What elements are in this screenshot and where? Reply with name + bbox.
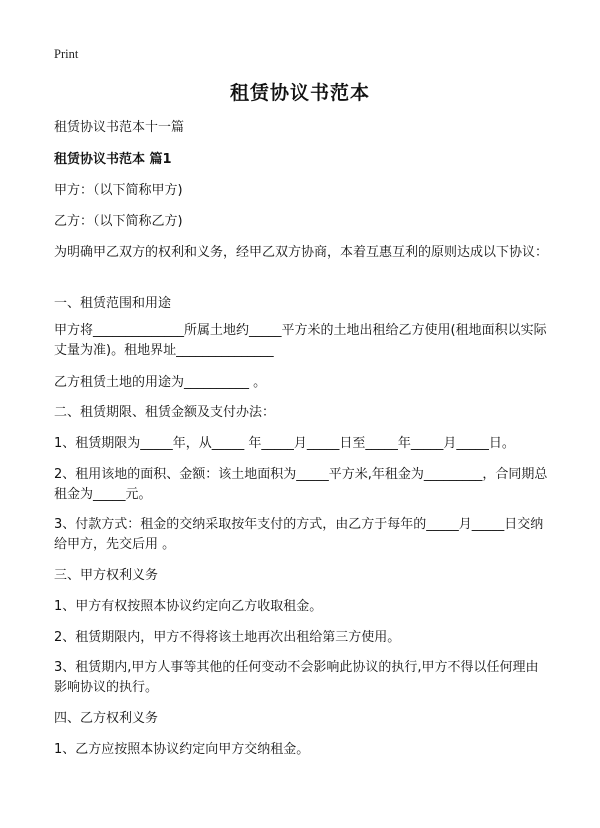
print-link[interactable]: Print xyxy=(54,47,79,61)
document-title: 租赁协议书范本 xyxy=(229,82,370,104)
paragraph-term: 1、租赁期限为_____年，从_____ 年_____月_____日至_____年_____月_____日。 xyxy=(54,436,515,451)
section-title: 租赁协议书范本 篇1 xyxy=(54,152,172,167)
paragraph-area-amount: 2、租用该地的面积、金额：该土地面积为_____平方米,年租金为_________，合同期总租金为_____元。 xyxy=(54,467,548,502)
paragraph-b-right-1: 1、乙方应按照本协议约定向甲方交纳租金。 xyxy=(54,742,310,757)
paragraph-party-b: 乙方：（以下简称乙方) xyxy=(54,214,183,229)
heading-scope: 一、租赁范围和用途 xyxy=(54,296,172,311)
paragraph-a-right-2: 2、租赁期限内，甲方不得将该土地再次出租给第三方使用。 xyxy=(54,630,401,645)
paragraph-a-right-3: 3、租赁期内,甲方人事等其他的任何变动不会影响此协议的执行,甲方不得以任何理由影响协议的执行。 xyxy=(54,660,539,695)
paragraph-party-a: 甲方：（以下简称甲方) xyxy=(54,183,183,198)
paragraph-payment-method: 3、付款方式：租金的交纳采取按年支付的方式，由乙方于每年的_____月_____日交纳给甲方，先交后用 。 xyxy=(54,517,544,552)
heading-party-a-rights: 三、甲方权利义务 xyxy=(54,568,159,583)
document-subtitle: 租赁协议书范本十一篇 xyxy=(54,120,185,135)
heading-term-payment: 二、租赁期限、租赁金额及支付办法： xyxy=(54,405,276,420)
heading-party-b-rights: 四、乙方权利义务 xyxy=(54,711,159,726)
paragraph-intro: 为明确甲乙双方的权利和义务，经甲乙双方协商，本着互惠互利的原则达成以下协议： xyxy=(54,245,549,260)
paragraph-a-right-1: 1、甲方有权按照本协议约定向乙方收取租金。 xyxy=(54,599,323,614)
paragraph-use: 乙方租赁土地的用途为__________ 。 xyxy=(54,375,267,390)
paragraph-land: 甲方将______________所属土地约_____平方米的土地出租给乙方使用(租地面积以实际丈量为准)。租地界址_______________ xyxy=(54,323,547,358)
